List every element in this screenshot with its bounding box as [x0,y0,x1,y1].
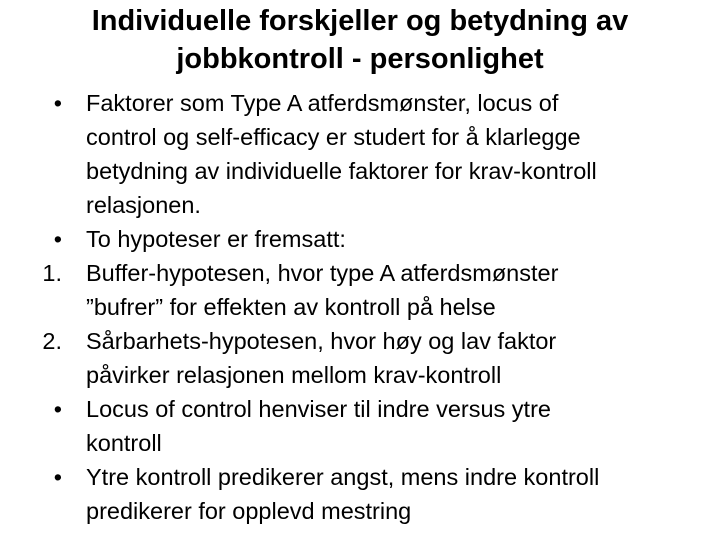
list-item-external-control [0,460,720,528]
bullet-marker: • [53,396,62,422]
list-item-two-hypotheses [0,222,720,256]
bullet-marker: • [53,90,62,116]
list-item-locus-of-control [0,392,720,460]
list-item-text: Buffer-hypotesen, hvor type A atferdsmønster [86,260,559,286]
list-item-text: Locus of control henviser til indre versus ytre [86,396,551,422]
list-item-type-a-factors [0,86,720,222]
list-item-vulnerability-hypothesis [0,324,720,392]
list-item-text: Faktorer som Type A atferdsmønster, locus of [86,90,559,116]
number-marker: 2. [42,328,62,354]
title-line-1: Individuelle forskjeller og betydning av [91,5,629,37]
list-item-text: Sårbarhets-hypotesen, hvor høy og lav faktor [86,328,557,354]
list-item-text: Ytre kontroll predikerer angst, mens indre kontroll [86,464,600,490]
list-item-text: predikerer for opplevd mestring [86,498,412,524]
list-item-text: To hypoteser er fremsatt: [86,226,346,252]
list-item-text: betydning av individuelle faktorer for krav-kontroll [86,158,597,184]
number-marker: 1. [42,260,62,286]
slide-title [10,2,710,78]
bullet-marker: • [53,464,62,490]
list-item-text: påvirker relasjonen mellom krav-kontroll [86,362,502,388]
list-item-text: ”bufrer” for effekten av kontroll på helse [86,294,496,320]
bullet-marker: • [53,226,62,252]
bullet-list [0,86,720,528]
list-item-buffer-hypothesis [0,256,720,324]
list-item-text: control og self-efficacy er studert for å klarlegge [86,124,581,150]
list-item-text: relasjonen. [86,192,201,218]
title-line-2: jobbkontroll - personlighet [176,43,544,75]
list-item-text: kontroll [86,430,162,456]
